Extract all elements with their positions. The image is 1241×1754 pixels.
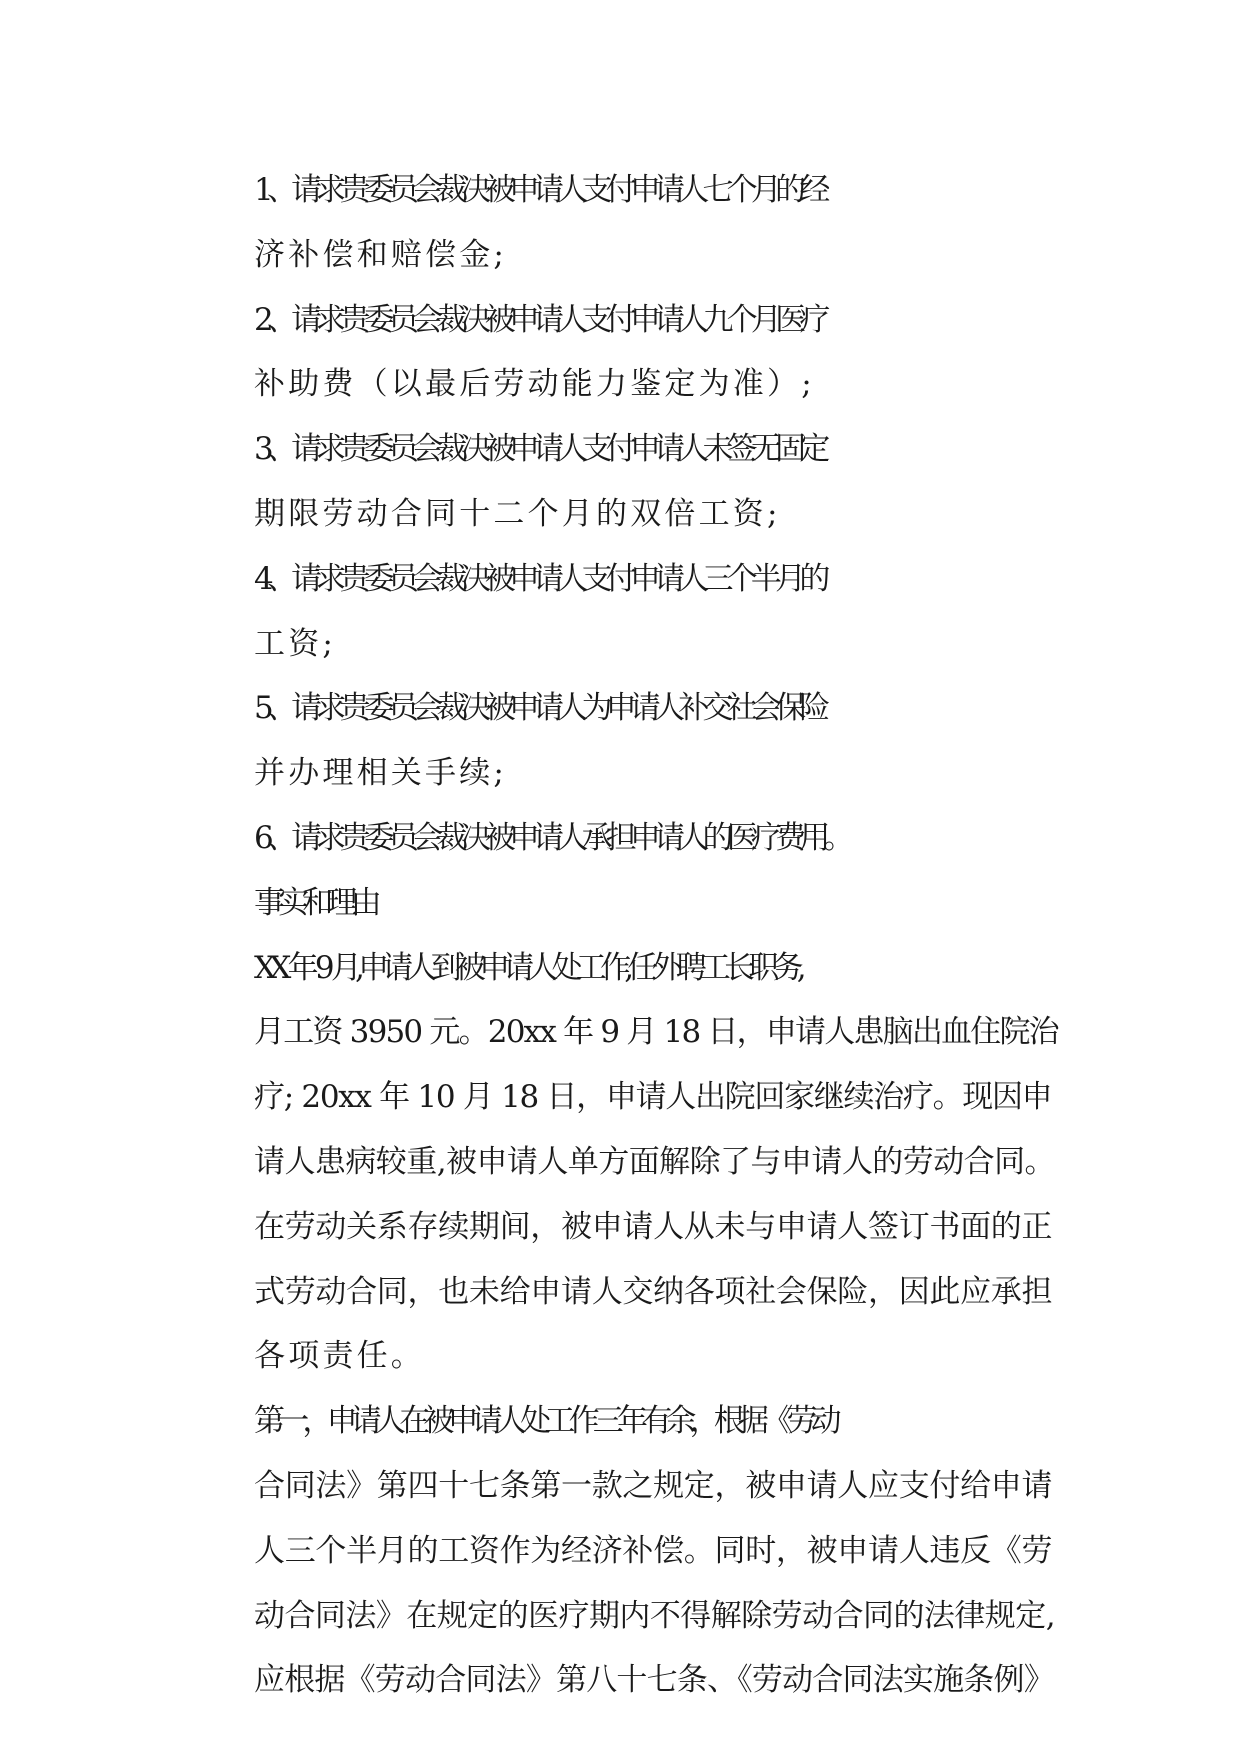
text-line: 式劳动合同，也未给申请人交纳各项社会保险，因此应承担 (254, 1273, 1053, 1310)
claim-3 (190, 417, 1058, 547)
claim-4 (190, 547, 1058, 677)
text-line: 补助费（以最后劳动能力鉴定为准）; (254, 366, 815, 403)
text-line: 在劳动关系存续期间，被申请人从未与申请人签订书面的正 (254, 1208, 1053, 1245)
text-line: 请人患病较重,被申请人单方面解除了与申请人的劳动合同。 (254, 1143, 1056, 1180)
text-line: 6、请求贵委员会裁决被申请人承担申请人的医疗费用。 (254, 819, 848, 856)
text-line: 1、请求贵委员会裁决被申请人支付申请人七个月的经 (254, 172, 824, 208)
text-line: 应根据《劳动合同法》第八十七条、《劳动合同法实施条例》 (254, 1662, 1054, 1699)
text-line: 疗; 20xx 年 10 月 18 日，申请人出院回家继续治疗。现因申 (254, 1079, 1052, 1116)
text-line: 动合同法》在规定的医疗期内不得解除劳动合同的法律规定, (254, 1597, 1056, 1634)
document-page (190, 158, 1058, 1713)
claim-2 (190, 288, 1058, 418)
text-line: 4、请求贵委员会裁决被申请人支付申请人三个半月的 (254, 560, 824, 597)
text-line: 各项责任。 (254, 1338, 425, 1375)
reason-paragraph (190, 1389, 1058, 1713)
section-heading (190, 871, 1058, 936)
facts-paragraph (190, 936, 1058, 1390)
text-line: 济补偿和赔偿金; (254, 236, 508, 273)
text-line: XX 年 9 月,申请人到被申请人处工作,任外聘工长职务, (254, 949, 800, 986)
text-line: 人三个半月的工资作为经济补偿。同时，被申请人违反《劳 (254, 1532, 1053, 1569)
text-line: 事实和理由 (254, 884, 375, 921)
text-line: 并办理相关手续; (254, 755, 508, 792)
text-line: 5、请求贵委员会裁决被申请人为申请人补交社会保险 (254, 690, 824, 727)
text-line: 合同法》第四十七条第一款之规定，被申请人应支付给申请 (254, 1467, 1053, 1504)
text-line: 工资; (254, 625, 337, 662)
text-line: 期限劳动合同十二个月的双倍工资; (254, 495, 781, 532)
text-line: 3、请求贵委员会裁决被申请人支付申请人未签无固定 (254, 431, 824, 468)
claim-1 (190, 158, 1058, 288)
claim-6 (190, 806, 1058, 871)
text-line: 月工资 3950 元。20xx 年 9 月 18 日，申请人患脑出血住院治 (254, 1014, 1058, 1051)
claim-5 (190, 676, 1058, 806)
text-line: 第一，申请人在被申请人处工作三年有余，根据《劳动 (254, 1403, 835, 1440)
text-line: 2、请求贵委员会裁决被申请人支付申请人九个月医疗 (254, 301, 824, 338)
